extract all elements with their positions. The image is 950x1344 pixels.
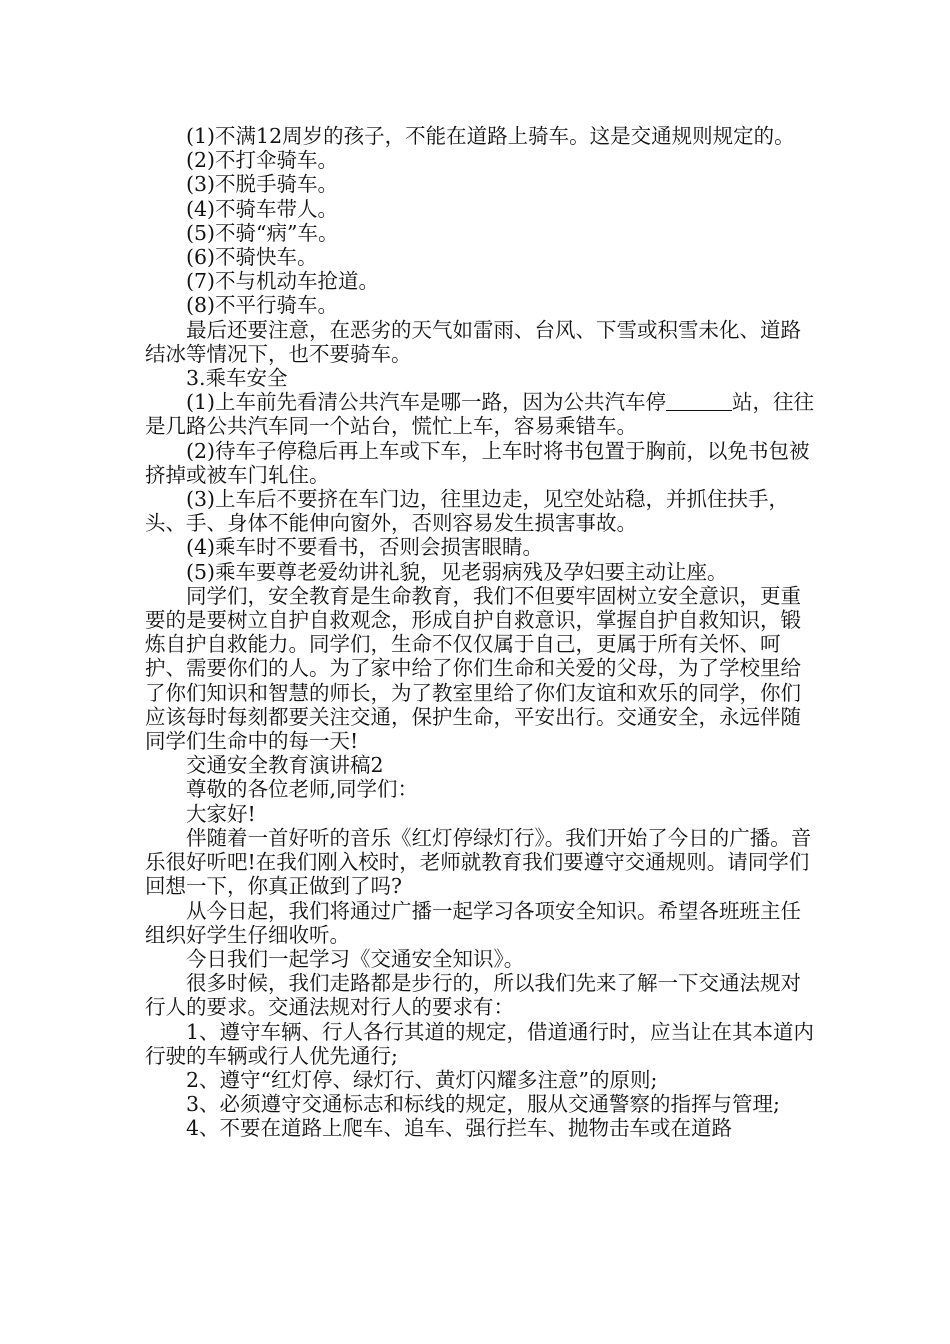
greeting: 大家好! <box>186 801 256 826</box>
paragraph: 2、遵守“红灯停、绿灯行、黄灯闪耀多注意”的原则; <box>186 1067 658 1092</box>
paragraph: (3)上车后不要挤在车门边，往里边走，见空处站稳，并抓住扶手，头、手、身体不能伸向窗外，否则容易发生损害事故。 <box>145 487 790 536</box>
paragraph: (8)不平行骑车。 <box>186 293 339 318</box>
speech-title: 交通安全教育演讲稿2 <box>186 753 384 778</box>
salutation: 尊敬的各位老师,同学们： <box>186 777 419 802</box>
paragraph: (5)不骑“病”车。 <box>186 220 339 245</box>
paragraph: 3、必须遵守交通标志和标线的规定，服从交通警察的指挥与管理; <box>186 1092 780 1117</box>
bus-text-after-blank: 站，往往是几路公共汽车同一个站台，慌忙上车，容易乘错车。 <box>145 390 815 439</box>
bus-paragraph <box>145 390 815 438</box>
paragraph: (3)不脱手骑车。 <box>186 172 339 197</box>
paragraph: 伴随着一首好听的音乐《红灯停绿灯行》。我们开始了今日的广播。音乐很好听吧!在我们刚入校时，老师就教育我们要遵守交通规则。请同学们回想一下，你真正做到了吗? <box>145 825 812 899</box>
paragraph: 同学们，安全教育是生命教育，我们不但要牢固树立安全意识，更重要的是要树立自护自救观念，形成自护自救意识，掌握自护自救知识，锻炼自护自救能力。同学们，生命不仅仅属于自己，更属于所有关怀、呵护、需要你们的人。为了家中给了你们生命和关爱的父母，为了学校里给了你们知识和智慧的师长，为了教室里给了你们友谊和欢乐的同学，你们应该每时每刻都要关注交通，保护生命，平安出行。交通安全，永远伴随同学们生命中的每一天! <box>145 583 801 754</box>
paragraph: (6)不骑快车。 <box>186 245 318 270</box>
paragraph: 今日我们一起学习《交通安全知识》。 <box>186 946 525 971</box>
section-heading: 3.乘车安全 <box>186 366 288 391</box>
paragraph: 很多时候，我们走路都是步行的，所以我们先来了解一下交通法规对行人的要求。交通法规对行人的要求有： <box>145 971 801 1020</box>
paragraph: 最后还要注意，在恶劣的天气如雷雨、台风、下雪或积雪未化、道路结冰等情况下，也不要骑车。 <box>145 317 801 366</box>
paragraph: 1、遵守车辆、行人各行其道的规定，借道通行时，应当让在其本道内行驶的车辆或行人优先通行; <box>145 1019 815 1068</box>
document-page <box>145 124 815 1141</box>
paragraph: (5)乘车要尊老爱幼讲礼貌，见老弱病残及孕妇要主动让座。 <box>186 559 728 584</box>
paragraph: 从今日起，我们将通过广播一起学习各项安全知识。希望各班班主任组织好学生仔细收听。 <box>145 898 801 947</box>
paragraph: (4)乘车时不要看书，否则会损害眼睛。 <box>186 535 544 560</box>
paragraph: (2)待车子停稳后再上车或下车，上车时将书包置于胸前，以免书包被挤掉或被车门轧住。 <box>145 438 810 487</box>
paragraph: 4、不要在道路上爬车、追车、强行拦车、抛物击车或在道路 <box>186 1116 733 1141</box>
paragraph: (4)不骑车带人。 <box>186 196 339 221</box>
bus-text-before-blank: (1)上车前先看清公共汽车是哪一路，因为公共汽车停 <box>186 390 667 415</box>
paragraph: (2)不打伞骑车。 <box>186 148 339 173</box>
paragraph: (1)不满12周岁的孩子，不能在道路上骑车。这是交通规则规定的。 <box>186 124 795 148</box>
fill-in-blank <box>666 392 732 411</box>
paragraph: (7)不与机动车抢道。 <box>186 269 380 294</box>
